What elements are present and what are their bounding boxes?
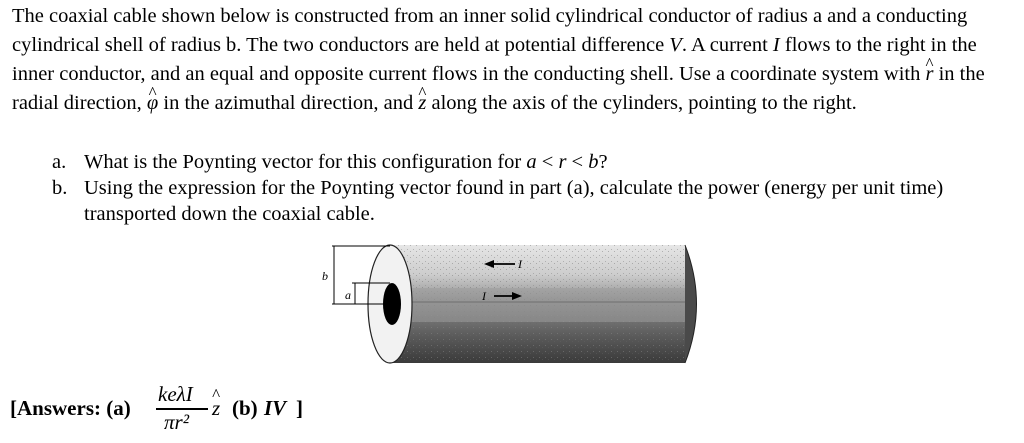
label-a: a — [345, 288, 351, 302]
intro-text-6: along the axis of the cylinders, pointing to the right. — [426, 92, 857, 114]
inner-conductor-band — [390, 288, 685, 322]
intro-text-1: The coaxial cable shown below is constructed from an inner solid cylindrical conductor of radius a and a conducting cylindrical shell of radius b. The two conductors are held at potential difference — [12, 5, 968, 56]
label-I-outer: I — [518, 257, 522, 271]
question-b — [52, 175, 1012, 227]
var-V: V — [669, 34, 682, 56]
answer-a-numerator: keλI — [158, 382, 193, 406]
question-b-marker: b. — [52, 177, 68, 199]
intro-text-4: in the radial direction, — [12, 63, 985, 114]
question-a-text-1: What is the Poynting vector for this configuration for — [84, 151, 527, 173]
var-r: r — [558, 151, 567, 173]
z-hat-symbol: ^ z — [418, 89, 426, 118]
question-a — [52, 149, 1012, 175]
intro-text-5: in the azimuthal direction, and — [158, 92, 419, 114]
question-b-text: Using the expression for the Poynting vector found in part (a), calculate the power (energy per unit time) transported down the coaxial cable. — [84, 177, 944, 225]
answer-a-denominator: πr² — [164, 410, 189, 434]
label-I-inner: I — [482, 289, 486, 303]
answers-label: [Answers: (a) — [10, 396, 131, 420]
intro-text-3: flows to the right in the inner conductor, and an equal and opposite current flows in the conducting shell. Use a coordinate system with — [12, 34, 977, 85]
lt-1: < — [536, 151, 559, 173]
intro-text-2: . A current — [681, 34, 773, 56]
phi-hat-symbol: ^ φ — [147, 89, 158, 118]
problem-statement — [12, 2, 1012, 118]
lt-2: < — [566, 151, 589, 173]
answer-b-value: IV — [264, 396, 287, 420]
r-hat-symbol: ^ r — [925, 60, 933, 89]
answers-close-bracket: ] — [296, 396, 303, 420]
var-I: I — [772, 34, 780, 56]
label-b: b — [322, 269, 328, 283]
var-a: a — [526, 151, 537, 173]
question-mark: ? — [598, 151, 608, 173]
question-a-text — [84, 149, 1012, 175]
var-b: b — [588, 151, 599, 173]
answer-b-label: (b) — [232, 396, 258, 420]
right-end-cap — [685, 245, 697, 363]
coaxial-cable-figure — [310, 242, 710, 368]
answer-z-hat: ^ z — [212, 396, 220, 421]
question-a-marker: a. — [52, 151, 67, 173]
